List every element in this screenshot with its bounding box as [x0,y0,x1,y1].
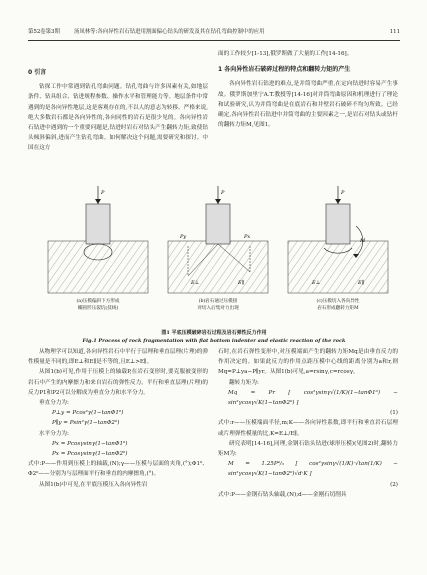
label-p-c: P [341,190,345,196]
figure-caption-cn: 图1 平底压模破碎岩石过程及岩石弹性反力作用 [161,330,267,336]
subcaption-c: (c)压模切入各向异性 岩石形成翻转力矩M [316,299,360,311]
page-header [28,26,400,38]
running-title: 汤凤林等:各向异性岩石钻进用割面偏心钻头的研发及其在钻孔弯曲控制中的应用 [74,29,265,35]
figure-1-drawing [28,186,400,296]
header-rule [28,40,400,41]
label-p-b: P [221,190,225,196]
equation-p-par-y: P∥y = Psin²γ(1−tanΦ2⁰) [52,420,120,427]
subcaption-a: (a)压模偏斜下方形成 椭圆形压裂坑(技线) [76,299,120,311]
para-where: 式中:P——作用到压模上的轴载,(N);γ——压模与层面的夹角,(°);Φ1⁰、Φ2⁰——分别为与层理面平行和垂直的内摩擦角,(°)。 [28,461,208,478]
panel-b [168,186,268,293]
section1-paragraph: 各向异性岩石钻进的难点,是并筒弯曲严重,在定向钻进时容易产生事故。俄罗斯加里宁A.T.教授等[14-16]对并筒弯曲原因和机理进行了理论和试验研究,认为并筒弯曲是在底岩石和井壁岩石破碎不均匀所致。已经确定,各向异性岩石钻进中并筒弯曲的主要因素之一,是岩石对钻头或钻杆的翻转力矩M,见图1。 [218,81,398,129]
figure-1 [28,186,400,326]
panel-a [48,186,148,293]
label-px: Px [244,234,251,240]
equation-2: M = 1.25P⁴/₃ [ cos²γsinγ√(1/K)·√tan(1/K) − sin²γcosγ√K(1−tanΦ2⁰)√d·K ] [228,461,398,478]
equation-2-number: (2) [390,481,398,488]
equation-1: Mq = Pr [ cos²γsinγ√(1/K)(1−tanΦ1⁰) − sin²γcosγ√K(1−tanΦ2⁰) ] [228,389,398,407]
equation-px-1: Px = Pcosγsinγ(1−tanΦ1⁰) [52,440,128,447]
right-column-top [218,49,398,130]
para-rock-continued: 石时,在岩石弹性变形中,对压模端面产生的翻转力矩Mq是由垂直反力的作用决定的。如果此反力的作用点距压模中心线的距离分别为a和r,则Mq=P⊥ya−P∥yr。从图1(b)可见,a=rsinγ,c=rcosγ。 [218,349,398,376]
section-heading-intro: 0 引言 [28,69,47,76]
subcaption-b: (b)岩石通过压模接 对切入后集对力出现 [197,299,239,311]
para-where-2: 式中:P——金钢石钻头轴载,(N);d——金刚石切削具 [218,491,347,498]
journal-volume: 第52卷第3期 [28,29,60,35]
left-column-bottom [28,347,208,490]
intro-continuation: 面的工作较少[1-13],俄罗斯做了大量的工作[14-16]。 [218,51,353,57]
para-physics: 从物理学可以知道,各向异性岩石中平行于层理和垂直层理(片理)的弹性模量是不同的,即E⊥和E∥是不等的,且E⊥>E∥。 [28,349,208,366]
page-number: 111 [389,29,400,35]
label-e-par-b: E∥ [238,280,244,286]
figure-caption-en: Fig.1 Process of rock fragmentation with flat bottom indenter and elastic reaction of the rock [82,338,346,344]
equation-px-2: Px = Pcosγsinγ(1−tanΦ2⁰) [52,451,128,458]
para-last: 从图1(b)中可见,在平底压模压入各向异性岩 [39,481,148,488]
label-py: Py [180,234,187,240]
equation-p-perp-y: P⊥y = Pcos²γ(1−tanΦ1⁰) [52,410,124,417]
panel-c [288,186,388,293]
section-heading-1: 1 各向异性岩石破碎过程的特点和翻转力矩的产生 [218,66,351,74]
para-study: 研究表明[14-16],同理,金钢石钻头钻进(球形压模)(见图2)时,翻转力矩M为: [218,440,398,458]
right-column-bottom [218,347,398,500]
label-e-perp-b: E⊥ [191,280,200,286]
label-m: M [360,238,366,244]
para-where-r: 式中:r——压模端面半径,m;K——各向异性系数,即平行和垂直岩石层理或片理弹性模量的比,K=E⊥/E∥。 [218,420,398,437]
para-vertical: 垂直分力为: [39,400,69,407]
label-p-a: P [101,190,105,196]
label-e-par-c: E∥ [358,280,364,286]
equation-1-number: (1) [390,410,398,417]
para-fig1b: 从图1(b)可见,作用于压模上的轴载P,在岩石变形时,要克服被变形的岩石中产生的内摩擦力和来自岩石的弹性反力。平行和垂直层理(片理)的反力P1和P2可以分解成为垂直分力和水平分力。 [28,369,208,396]
left-column-top [28,66,208,154]
intro-paragraph: 钻探工作中常遇到钻孔弯曲问题。钻孔弯曲与许多因素有关,如地层条件、钻具组合、钻进规程参数、操作水平和管理能力等。地层条件中常遇到的是各向异性地层,这是客观存在的,不以人的意志为转移。严格来说,绝大多数岩石都是各向异性的,各向同性的岩石是很少见的。各向异性岩石钻进中遇到的一个重要问题是,钻进时岩石对钻头产生翻转力矩,致使钻头倾斜偏斜,进而产生钻孔弯曲。如何解决这个问题,需要研究和探讨。中国在这方 [28,84,208,152]
para-horizontal: 水平分力为: [39,430,69,437]
para-torque-label: 翻转力矩为: [229,379,259,386]
label-e-perp-c: E⊥ [312,280,321,286]
